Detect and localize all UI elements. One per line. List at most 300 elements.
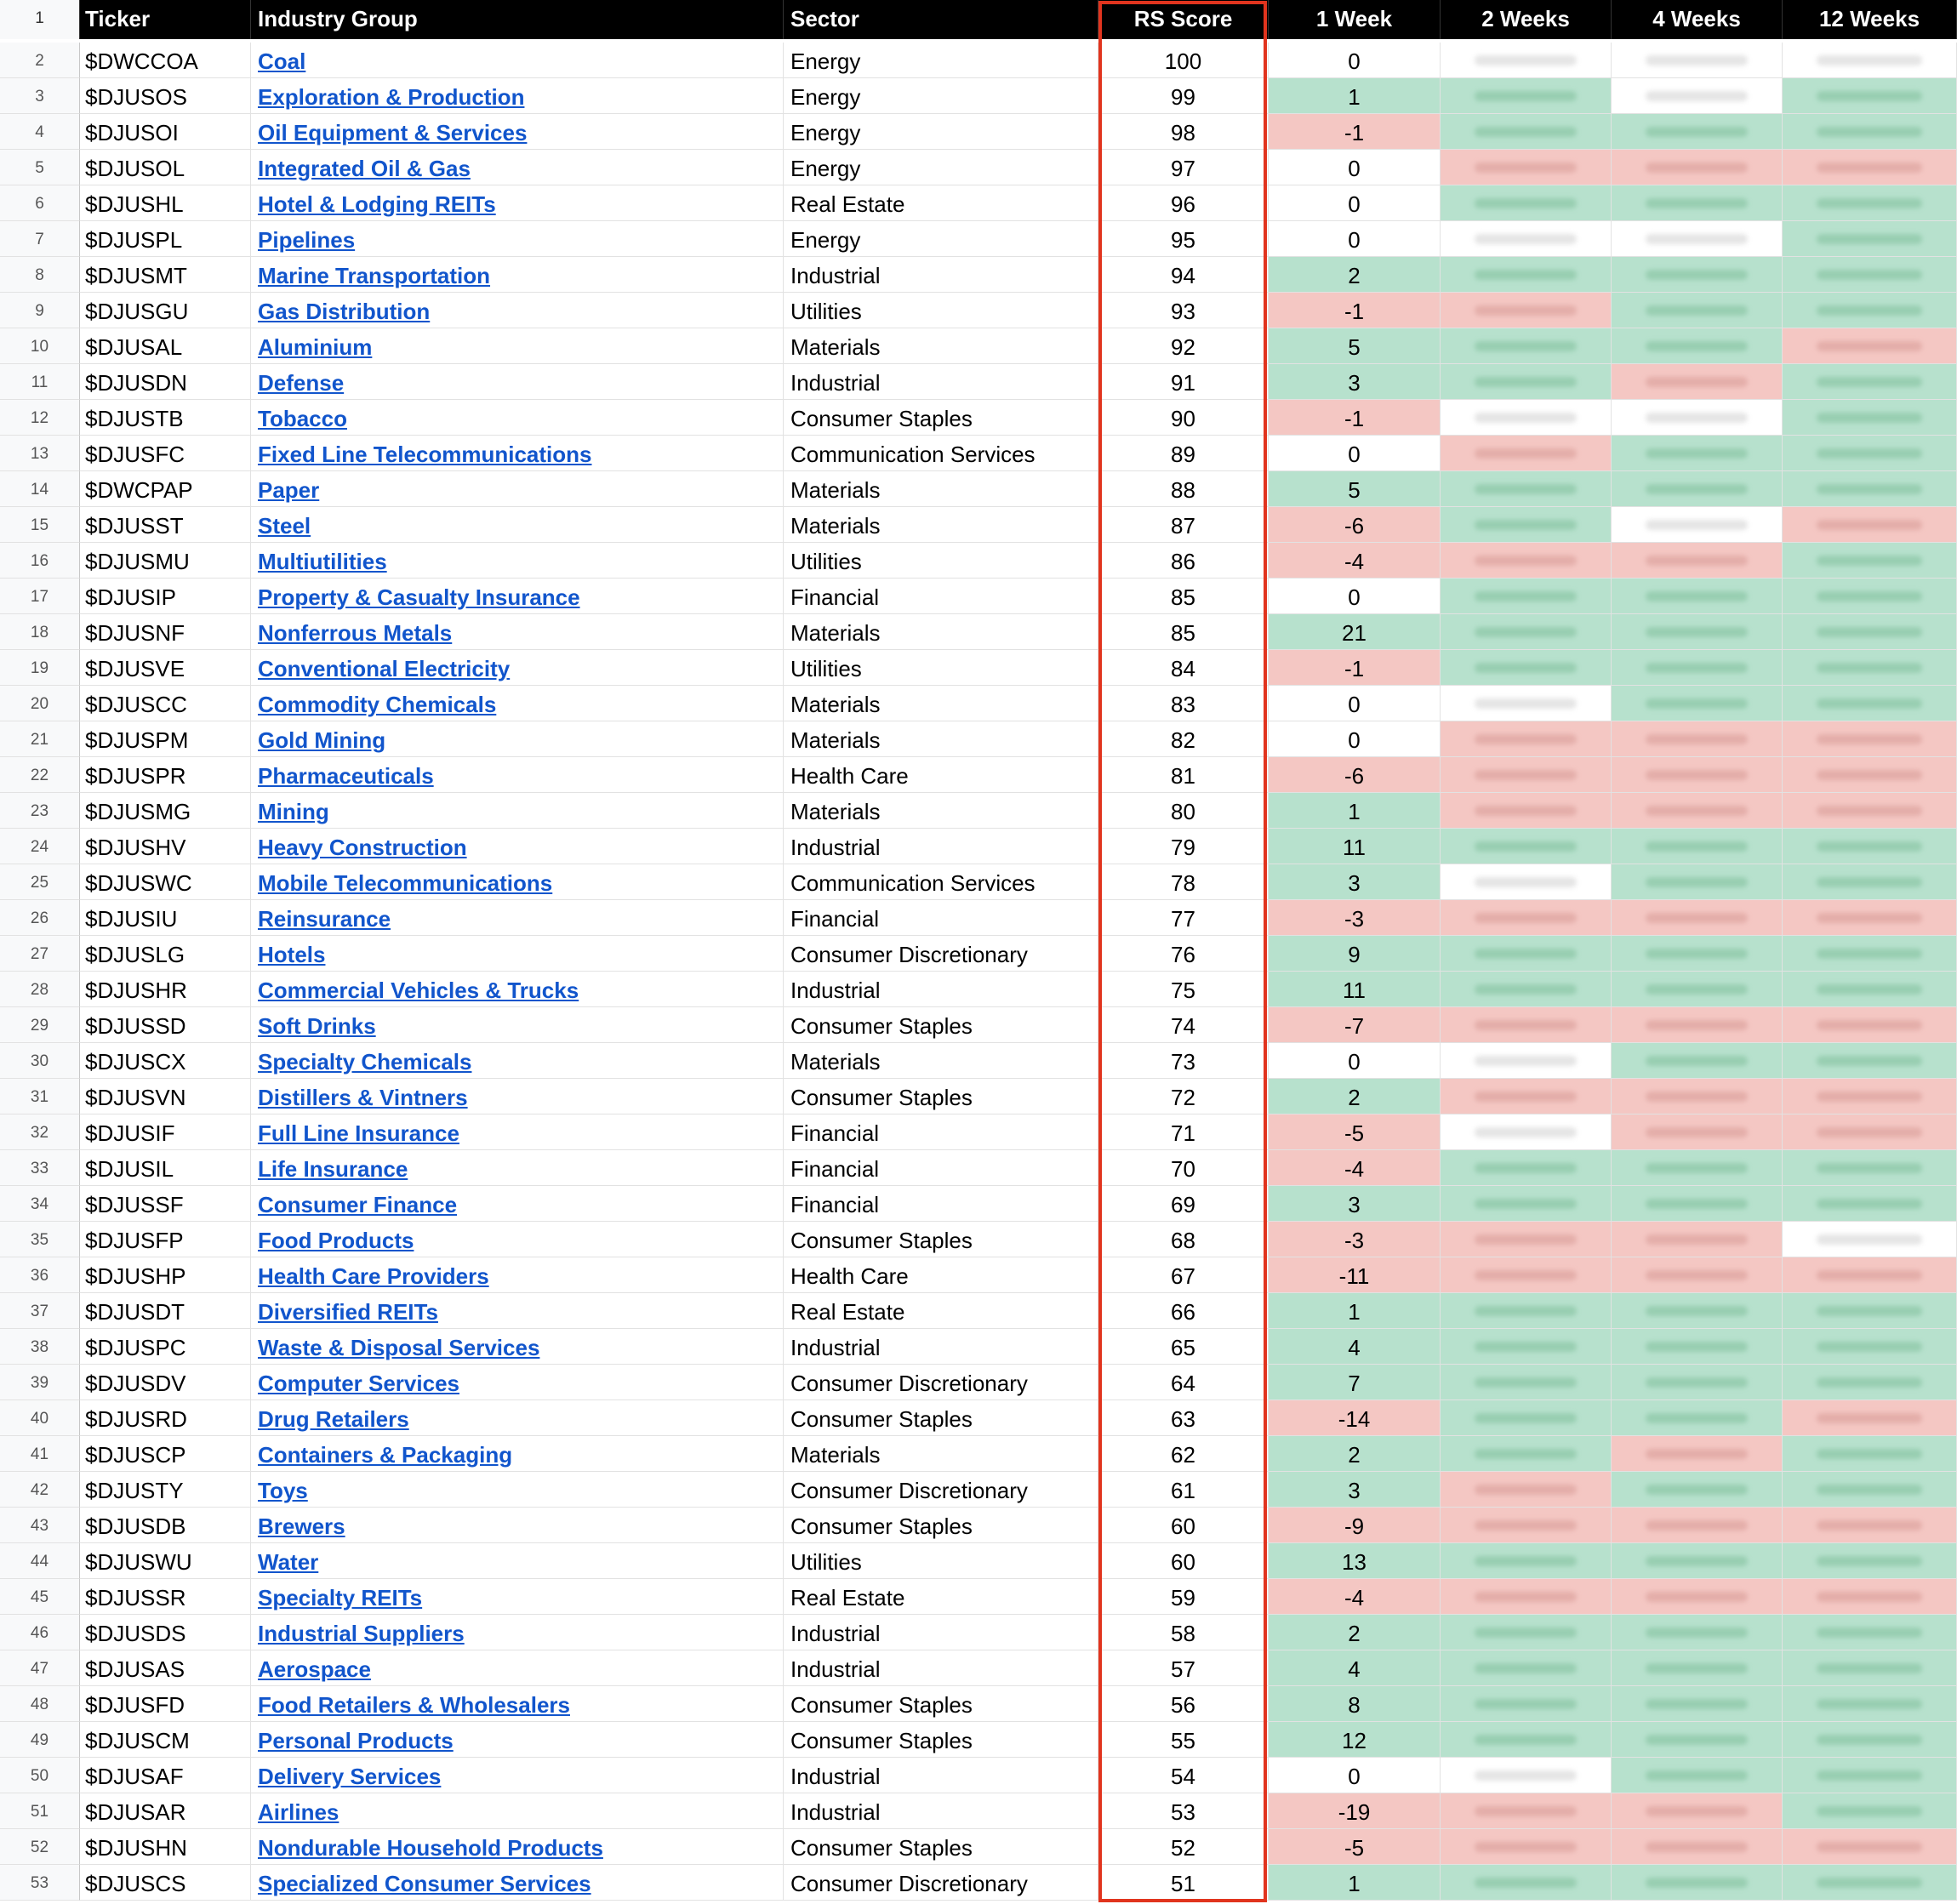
industry-group-cell[interactable] <box>251 1400 784 1436</box>
4-weeks-change-cell[interactable] <box>1612 1007 1783 1043</box>
industry-group-link[interactable]: Pipelines <box>258 227 356 253</box>
row-number[interactable]: 19 <box>0 650 80 686</box>
row-number[interactable]: 32 <box>0 1114 80 1150</box>
ticker-cell[interactable]: $DJUSIP <box>80 579 251 614</box>
1-week-change-cell[interactable]: 0 <box>1269 185 1441 221</box>
4-weeks-change-cell[interactable] <box>1612 1222 1783 1257</box>
row-number[interactable]: 17 <box>0 579 80 614</box>
row-number[interactable]: 23 <box>0 793 80 829</box>
ticker-cell[interactable]: $DJUSLG <box>80 936 251 972</box>
row-number[interactable]: 16 <box>0 543 80 579</box>
rs-score-cell[interactable]: 100 <box>1098 43 1269 78</box>
row-number[interactable]: 11 <box>0 364 80 400</box>
sector-cell[interactable]: Consumer Staples <box>784 1829 1098 1865</box>
2-weeks-change-cell[interactable] <box>1441 721 1612 757</box>
2-weeks-change-cell[interactable] <box>1441 1793 1612 1829</box>
1-week-change-cell[interactable]: -4 <box>1269 1579 1441 1615</box>
sector-cell[interactable]: Materials <box>784 614 1098 650</box>
ticker-cell[interactable]: $DJUSST <box>80 507 251 543</box>
row-number[interactable]: 35 <box>0 1222 80 1257</box>
1-week-change-cell[interactable]: 9 <box>1269 936 1441 972</box>
1-week-change-cell[interactable]: -6 <box>1269 757 1441 793</box>
ticker-cell[interactable]: $DJUSGU <box>80 293 251 328</box>
rs-score-cell[interactable]: 74 <box>1098 1007 1269 1043</box>
rs-score-cell[interactable]: 73 <box>1098 1043 1269 1079</box>
industry-group-link[interactable]: Containers & Packaging <box>258 1442 513 1468</box>
sector-cell[interactable]: Industrial <box>784 1329 1098 1365</box>
rs-score-cell[interactable]: 58 <box>1098 1615 1269 1650</box>
industry-group-link[interactable]: Commercial Vehicles & Trucks <box>258 978 579 1003</box>
1-week-change-cell[interactable]: 0 <box>1269 1043 1441 1079</box>
rs-score-cell[interactable]: 71 <box>1098 1114 1269 1150</box>
industry-group-link[interactable]: Water <box>258 1549 319 1575</box>
industry-group-cell[interactable] <box>251 78 784 114</box>
ticker-cell[interactable]: $DJUSOL <box>80 150 251 185</box>
row-number[interactable]: 10 <box>0 328 80 364</box>
2-weeks-change-cell[interactable] <box>1441 43 1612 78</box>
sector-cell[interactable]: Health Care <box>784 1257 1098 1293</box>
sector-column-header[interactable]: Sector <box>784 0 1098 39</box>
12-weeks-change-cell[interactable] <box>1783 364 1957 400</box>
rs-score-cell[interactable]: 85 <box>1098 579 1269 614</box>
4-weeks-change-cell[interactable] <box>1612 1186 1783 1222</box>
ticker-cell[interactable]: $DJUSIF <box>80 1114 251 1150</box>
4-weeks-change-cell[interactable] <box>1612 400 1783 436</box>
industry-group-link[interactable]: Brewers <box>258 1514 345 1539</box>
2-weeks-change-cell[interactable] <box>1441 471 1612 507</box>
1-week-change-cell[interactable]: 2 <box>1269 257 1441 293</box>
industry-group-link[interactable]: Full Line Insurance <box>258 1120 459 1146</box>
rs-score-cell[interactable]: 67 <box>1098 1257 1269 1293</box>
12-weeks-change-cell[interactable] <box>1783 293 1957 328</box>
2-weeks-change-cell[interactable] <box>1441 543 1612 579</box>
ticker-cell[interactable]: $DJUSOI <box>80 114 251 150</box>
industry-group-cell[interactable] <box>251 793 784 829</box>
industry-group-cell[interactable] <box>251 543 784 579</box>
industry-group-link[interactable]: Airlines <box>258 1799 339 1825</box>
rs-score-cell[interactable]: 62 <box>1098 1436 1269 1472</box>
industry-group-cell[interactable] <box>251 1829 784 1865</box>
rs-score-cell[interactable]: 61 <box>1098 1472 1269 1508</box>
row-number[interactable]: 2 <box>0 43 80 78</box>
4-weeks-change-cell[interactable] <box>1612 1472 1783 1508</box>
sector-cell[interactable]: Materials <box>784 328 1098 364</box>
sector-cell[interactable]: Financial <box>784 1186 1098 1222</box>
4-weeks-change-cell[interactable] <box>1612 543 1783 579</box>
12-weeks-change-cell[interactable] <box>1783 1722 1957 1758</box>
row-number[interactable]: 15 <box>0 507 80 543</box>
1-week-change-cell[interactable]: 7 <box>1269 1365 1441 1400</box>
2-weeks-change-cell[interactable] <box>1441 864 1612 900</box>
row-number[interactable]: 49 <box>0 1722 80 1758</box>
row-number[interactable]: 13 <box>0 436 80 471</box>
industry-group-link[interactable]: Reinsurance <box>258 906 391 932</box>
rs-score-cell[interactable]: 95 <box>1098 221 1269 257</box>
12-weeks-change-cell[interactable] <box>1783 650 1957 686</box>
12-weeks-change-cell[interactable] <box>1783 1508 1957 1543</box>
rs-score-cell[interactable]: 63 <box>1098 1400 1269 1436</box>
industry-group-cell[interactable] <box>251 721 784 757</box>
industry-group-cell[interactable] <box>251 650 784 686</box>
4-weeks-change-cell[interactable] <box>1612 293 1783 328</box>
rs-score-cell[interactable]: 97 <box>1098 150 1269 185</box>
2-weeks-change-cell[interactable] <box>1441 114 1612 150</box>
industry-group-cell[interactable] <box>251 1293 784 1329</box>
2-weeks-change-cell[interactable] <box>1441 579 1612 614</box>
12-weeks-change-cell[interactable] <box>1783 864 1957 900</box>
industry-group-link[interactable]: Hotel & Lodging REITs <box>258 191 496 217</box>
sector-cell[interactable]: Materials <box>784 1436 1098 1472</box>
industry-group-cell[interactable] <box>251 114 784 150</box>
row-number[interactable]: 36 <box>0 1257 80 1293</box>
2-weeks-change-cell[interactable] <box>1441 1722 1612 1758</box>
4-weeks-change-cell[interactable] <box>1612 507 1783 543</box>
ticker-cell[interactable]: $DJUSDS <box>80 1615 251 1650</box>
2-weeks-change-cell[interactable] <box>1441 1186 1612 1222</box>
1-week-change-cell[interactable]: 12 <box>1269 1722 1441 1758</box>
12-weeks-change-cell[interactable] <box>1783 1257 1957 1293</box>
industry-group-cell[interactable] <box>251 972 784 1007</box>
2-weeks-change-cell[interactable] <box>1441 436 1612 471</box>
1-week-change-cell[interactable]: 0 <box>1269 1758 1441 1793</box>
1-week-change-cell[interactable]: 3 <box>1269 864 1441 900</box>
industry-group-cell[interactable] <box>251 1257 784 1293</box>
row-number[interactable]: 42 <box>0 1472 80 1508</box>
sector-cell[interactable]: Materials <box>784 721 1098 757</box>
industry-group-cell[interactable] <box>251 293 784 328</box>
ticker-cell[interactable]: $DJUSVN <box>80 1079 251 1114</box>
2-weeks-change-cell[interactable] <box>1441 293 1612 328</box>
12-weeks-change-cell[interactable] <box>1783 1543 1957 1579</box>
ticker-cell[interactable]: $DJUSAF <box>80 1758 251 1793</box>
row-number[interactable]: 6 <box>0 185 80 221</box>
sector-cell[interactable]: Consumer Staples <box>784 1079 1098 1114</box>
sector-cell[interactable]: Industrial <box>784 1793 1098 1829</box>
industry-group-link[interactable]: Tobacco <box>258 406 347 431</box>
rs-score-cell[interactable]: 68 <box>1098 1222 1269 1257</box>
industry-group-link[interactable]: Integrated Oil & Gas <box>258 156 471 181</box>
rs-score-cell[interactable]: 85 <box>1098 614 1269 650</box>
4-weeks-change-cell[interactable] <box>1612 1436 1783 1472</box>
industry-group-link[interactable]: Delivery Services <box>258 1764 442 1789</box>
industry-group-link[interactable]: Property & Casualty Insurance <box>258 584 580 610</box>
industry-group-cell[interactable] <box>251 936 784 972</box>
sector-cell[interactable]: Materials <box>784 686 1098 721</box>
sector-cell[interactable]: Consumer Discretionary <box>784 1865 1098 1901</box>
sector-cell[interactable]: Financial <box>784 900 1098 936</box>
12-weeks-change-cell[interactable] <box>1783 1186 1957 1222</box>
sector-cell[interactable]: Real Estate <box>784 1579 1098 1615</box>
industry-group-link[interactable]: Gas Distribution <box>258 299 431 324</box>
row-number[interactable]: 52 <box>0 1829 80 1865</box>
2-weeks-change-cell[interactable] <box>1441 1508 1612 1543</box>
12-weeks-change-cell[interactable] <box>1783 1365 1957 1400</box>
1-week-change-cell[interactable]: -5 <box>1269 1114 1441 1150</box>
sector-cell[interactable]: Consumer Staples <box>784 1686 1098 1722</box>
1-week-change-cell[interactable]: -3 <box>1269 1222 1441 1257</box>
rs-score-cell[interactable]: 98 <box>1098 114 1269 150</box>
rs-score-cell[interactable]: 52 <box>1098 1829 1269 1865</box>
4-weeks-change-cell[interactable] <box>1612 1686 1783 1722</box>
2-weeks-change-cell[interactable] <box>1441 1043 1612 1079</box>
rs-score-cell[interactable]: 69 <box>1098 1186 1269 1222</box>
2-weeks-change-cell[interactable] <box>1441 1579 1612 1615</box>
ticker-cell[interactable]: $DJUSMG <box>80 793 251 829</box>
row-number[interactable]: 40 <box>0 1400 80 1436</box>
sector-cell[interactable]: Energy <box>784 221 1098 257</box>
4-weeks-change-cell[interactable] <box>1612 579 1783 614</box>
industry-group-link[interactable]: Hotels <box>258 942 326 967</box>
rs-score-cell[interactable]: 91 <box>1098 364 1269 400</box>
sector-cell[interactable]: Consumer Staples <box>784 1508 1098 1543</box>
2-weeks-change-cell[interactable] <box>1441 78 1612 114</box>
ticker-cell[interactable]: $DJUSHV <box>80 829 251 864</box>
industry-group-link[interactable]: Consumer Finance <box>258 1192 458 1217</box>
industry-group-link[interactable]: Nondurable Household Products <box>258 1835 603 1861</box>
rs-score-cell[interactable]: 64 <box>1098 1365 1269 1400</box>
1-week-change-cell[interactable]: -1 <box>1269 650 1441 686</box>
2-weeks-change-cell[interactable] <box>1441 1293 1612 1329</box>
4-weeks-change-cell[interactable] <box>1612 1793 1783 1829</box>
row-number[interactable]: 51 <box>0 1793 80 1829</box>
row-number[interactable]: 43 <box>0 1508 80 1543</box>
12-weeks-change-cell[interactable] <box>1783 1329 1957 1365</box>
industry-group-link[interactable]: Soft Drinks <box>258 1013 376 1039</box>
industry-group-link[interactable]: Drug Retailers <box>258 1406 409 1432</box>
2-weeks-column-header[interactable]: 2 Weeks <box>1441 0 1612 39</box>
industry-group-link[interactable]: Waste & Disposal Services <box>258 1335 540 1360</box>
12-weeks-change-cell[interactable] <box>1783 507 1957 543</box>
industry-group-link[interactable]: Health Care Providers <box>258 1263 489 1289</box>
ticker-cell[interactable]: $DJUSHL <box>80 185 251 221</box>
industry-group-link[interactable]: Marine Transportation <box>258 263 491 288</box>
industry-group-cell[interactable] <box>251 864 784 900</box>
industry-group-link[interactable]: Food Retailers & Wholesalers <box>258 1692 570 1718</box>
1-week-change-cell[interactable]: 0 <box>1269 721 1441 757</box>
industry-group-link[interactable]: Industrial Suppliers <box>258 1621 465 1646</box>
1-week-change-cell[interactable]: -1 <box>1269 114 1441 150</box>
4-weeks-change-cell[interactable] <box>1612 686 1783 721</box>
ticker-cell[interactable]: $DJUSHR <box>80 972 251 1007</box>
12-weeks-change-cell[interactable] <box>1783 757 1957 793</box>
1-week-change-cell[interactable]: 11 <box>1269 972 1441 1007</box>
12-weeks-change-cell[interactable] <box>1783 829 1957 864</box>
4-weeks-change-cell[interactable] <box>1612 1650 1783 1686</box>
1-week-change-cell[interactable]: -1 <box>1269 400 1441 436</box>
sector-cell[interactable]: Utilities <box>784 650 1098 686</box>
row-number[interactable]: 18 <box>0 614 80 650</box>
4-weeks-change-cell[interactable] <box>1612 1079 1783 1114</box>
4-weeks-change-cell[interactable] <box>1612 1829 1783 1865</box>
1-week-change-cell[interactable]: -9 <box>1269 1508 1441 1543</box>
12-weeks-change-cell[interactable] <box>1783 1007 1957 1043</box>
4-weeks-change-cell[interactable] <box>1612 150 1783 185</box>
12-weeks-change-cell[interactable] <box>1783 150 1957 185</box>
rs-score-cell[interactable]: 55 <box>1098 1722 1269 1758</box>
1-week-column-header[interactable]: 1 Week <box>1269 0 1441 39</box>
ticker-cell[interactable]: $DJUSMT <box>80 257 251 293</box>
row-number[interactable]: 27 <box>0 936 80 972</box>
ticker-cell[interactable]: $DJUSPC <box>80 1329 251 1365</box>
1-week-change-cell[interactable]: 2 <box>1269 1615 1441 1650</box>
industry-group-cell[interactable] <box>251 1793 784 1829</box>
2-weeks-change-cell[interactable] <box>1441 829 1612 864</box>
12-weeks-change-cell[interactable] <box>1783 1222 1957 1257</box>
12-weeks-change-cell[interactable] <box>1783 78 1957 114</box>
12-weeks-change-cell[interactable] <box>1783 721 1957 757</box>
industry-group-cell[interactable] <box>251 328 784 364</box>
industry-group-cell[interactable] <box>251 829 784 864</box>
industry-group-link[interactable]: Specialty REITs <box>258 1585 423 1610</box>
1-week-change-cell[interactable]: -4 <box>1269 543 1441 579</box>
2-weeks-change-cell[interactable] <box>1441 686 1612 721</box>
industry-group-link[interactable]: Specialized Consumer Services <box>258 1871 591 1896</box>
row-number[interactable]: 21 <box>0 721 80 757</box>
1-week-change-cell[interactable]: 2 <box>1269 1079 1441 1114</box>
industry-group-cell[interactable] <box>251 1365 784 1400</box>
4-weeks-change-cell[interactable] <box>1612 1579 1783 1615</box>
12-weeks-change-cell[interactable] <box>1783 1150 1957 1186</box>
row-number[interactable]: 28 <box>0 972 80 1007</box>
rs-score-cell[interactable]: 70 <box>1098 1150 1269 1186</box>
4-weeks-change-cell[interactable] <box>1612 757 1783 793</box>
sector-cell[interactable]: Financial <box>784 579 1098 614</box>
rs-score-column-header[interactable]: RS Score <box>1098 0 1269 39</box>
row-number[interactable]: 14 <box>0 471 80 507</box>
4-weeks-change-cell[interactable] <box>1612 1329 1783 1365</box>
industry-group-cell[interactable] <box>251 1758 784 1793</box>
industry-group-link[interactable]: Steel <box>258 513 311 539</box>
sector-cell[interactable]: Materials <box>784 507 1098 543</box>
4-weeks-change-cell[interactable] <box>1612 257 1783 293</box>
ticker-cell[interactable]: $DJUSCP <box>80 1436 251 1472</box>
industry-group-cell[interactable] <box>251 1543 784 1579</box>
ticker-cell[interactable]: $DJUSAL <box>80 328 251 364</box>
industry-group-cell[interactable] <box>251 1222 784 1257</box>
rs-score-cell[interactable]: 87 <box>1098 507 1269 543</box>
4-weeks-change-cell[interactable] <box>1612 1543 1783 1579</box>
sector-cell[interactable]: Industrial <box>784 364 1098 400</box>
12-weeks-change-cell[interactable] <box>1783 579 1957 614</box>
4-weeks-change-cell[interactable] <box>1612 972 1783 1007</box>
sector-cell[interactable]: Consumer Staples <box>784 1722 1098 1758</box>
ticker-cell[interactable]: $DJUSDV <box>80 1365 251 1400</box>
ticker-cell[interactable]: $DJUSPR <box>80 757 251 793</box>
2-weeks-change-cell[interactable] <box>1441 793 1612 829</box>
industry-group-link[interactable]: Defense <box>258 370 345 396</box>
1-week-change-cell[interactable]: 0 <box>1269 221 1441 257</box>
industry-group-cell[interactable] <box>251 1186 784 1222</box>
sector-cell[interactable]: Energy <box>784 78 1098 114</box>
4-weeks-change-cell[interactable] <box>1612 650 1783 686</box>
ticker-cell[interactable]: $DJUSSR <box>80 1579 251 1615</box>
rs-score-cell[interactable]: 90 <box>1098 400 1269 436</box>
2-weeks-change-cell[interactable] <box>1441 185 1612 221</box>
industry-group-cell[interactable] <box>251 507 784 543</box>
12-weeks-change-cell[interactable] <box>1783 1793 1957 1829</box>
2-weeks-change-cell[interactable] <box>1441 364 1612 400</box>
ticker-cell[interactable]: $DJUSFP <box>80 1222 251 1257</box>
1-week-change-cell[interactable]: 3 <box>1269 1472 1441 1508</box>
row-number[interactable]: 5 <box>0 150 80 185</box>
ticker-cell[interactable]: $DJUSTY <box>80 1472 251 1508</box>
industry-group-cell[interactable] <box>251 43 784 78</box>
ticker-cell[interactable]: $DJUSHP <box>80 1257 251 1293</box>
sector-cell[interactable]: Energy <box>784 43 1098 78</box>
row-number[interactable]: 3 <box>0 78 80 114</box>
row-number[interactable]: 34 <box>0 1186 80 1222</box>
4-weeks-change-cell[interactable] <box>1612 1508 1783 1543</box>
rs-score-cell[interactable]: 88 <box>1098 471 1269 507</box>
industry-group-cell[interactable] <box>251 185 784 221</box>
row-number[interactable]: 41 <box>0 1436 80 1472</box>
ticker-cell[interactable]: $DJUSCC <box>80 686 251 721</box>
row-number[interactable]: 4 <box>0 114 80 150</box>
rs-score-cell[interactable]: 82 <box>1098 721 1269 757</box>
2-weeks-change-cell[interactable] <box>1441 650 1612 686</box>
12-weeks-change-cell[interactable] <box>1783 1400 1957 1436</box>
2-weeks-change-cell[interactable] <box>1441 1472 1612 1508</box>
2-weeks-change-cell[interactable] <box>1441 1400 1612 1436</box>
2-weeks-change-cell[interactable] <box>1441 1829 1612 1865</box>
2-weeks-change-cell[interactable] <box>1441 1007 1612 1043</box>
ticker-cell[interactable]: $DJUSFC <box>80 436 251 471</box>
industry-group-link[interactable]: Heavy Construction <box>258 835 467 860</box>
industry-group-link[interactable]: Aerospace <box>258 1656 371 1682</box>
rs-score-cell[interactable]: 54 <box>1098 1758 1269 1793</box>
industry-group-cell[interactable] <box>251 400 784 436</box>
12-weeks-change-cell[interactable] <box>1783 543 1957 579</box>
ticker-cell[interactable]: $DJUSRD <box>80 1400 251 1436</box>
industry-group-cell[interactable] <box>251 1150 784 1186</box>
2-weeks-change-cell[interactable] <box>1441 1543 1612 1579</box>
rs-score-cell[interactable]: 60 <box>1098 1543 1269 1579</box>
2-weeks-change-cell[interactable] <box>1441 936 1612 972</box>
1-week-change-cell[interactable]: 5 <box>1269 471 1441 507</box>
rs-score-cell[interactable]: 78 <box>1098 864 1269 900</box>
industry-group-cell[interactable] <box>251 1686 784 1722</box>
rs-score-cell[interactable]: 60 <box>1098 1508 1269 1543</box>
row-number[interactable]: 47 <box>0 1650 80 1686</box>
1-week-change-cell[interactable]: 0 <box>1269 43 1441 78</box>
12-weeks-column-header[interactable]: 12 Weeks <box>1783 0 1957 39</box>
industry-group-cell[interactable] <box>251 1472 784 1508</box>
2-weeks-change-cell[interactable] <box>1441 614 1612 650</box>
2-weeks-change-cell[interactable] <box>1441 1257 1612 1293</box>
4-weeks-change-cell[interactable] <box>1612 1365 1783 1400</box>
row-number-header[interactable]: 1 <box>0 0 80 39</box>
12-weeks-change-cell[interactable] <box>1783 1686 1957 1722</box>
industry-group-cell[interactable] <box>251 257 784 293</box>
1-week-change-cell[interactable]: -19 <box>1269 1793 1441 1829</box>
row-number[interactable]: 7 <box>0 221 80 257</box>
industry-group-link[interactable]: Life Insurance <box>258 1156 408 1182</box>
industry-group-cell[interactable] <box>251 1508 784 1543</box>
industry-group-link[interactable]: Mobile Telecommunications <box>258 870 553 896</box>
4-weeks-change-cell[interactable] <box>1612 1758 1783 1793</box>
rs-score-cell[interactable]: 96 <box>1098 185 1269 221</box>
1-week-change-cell[interactable]: 21 <box>1269 614 1441 650</box>
row-number[interactable]: 38 <box>0 1329 80 1365</box>
4-weeks-change-cell[interactable] <box>1612 1293 1783 1329</box>
industry-group-cell[interactable] <box>251 1579 784 1615</box>
industry-group-cell[interactable] <box>251 686 784 721</box>
ticker-cell[interactable]: $DJUSPL <box>80 221 251 257</box>
12-weeks-change-cell[interactable] <box>1783 1114 1957 1150</box>
sector-cell[interactable]: Utilities <box>784 1543 1098 1579</box>
ticker-column-header[interactable]: Ticker <box>80 0 251 39</box>
industry-group-cell[interactable] <box>251 579 784 614</box>
